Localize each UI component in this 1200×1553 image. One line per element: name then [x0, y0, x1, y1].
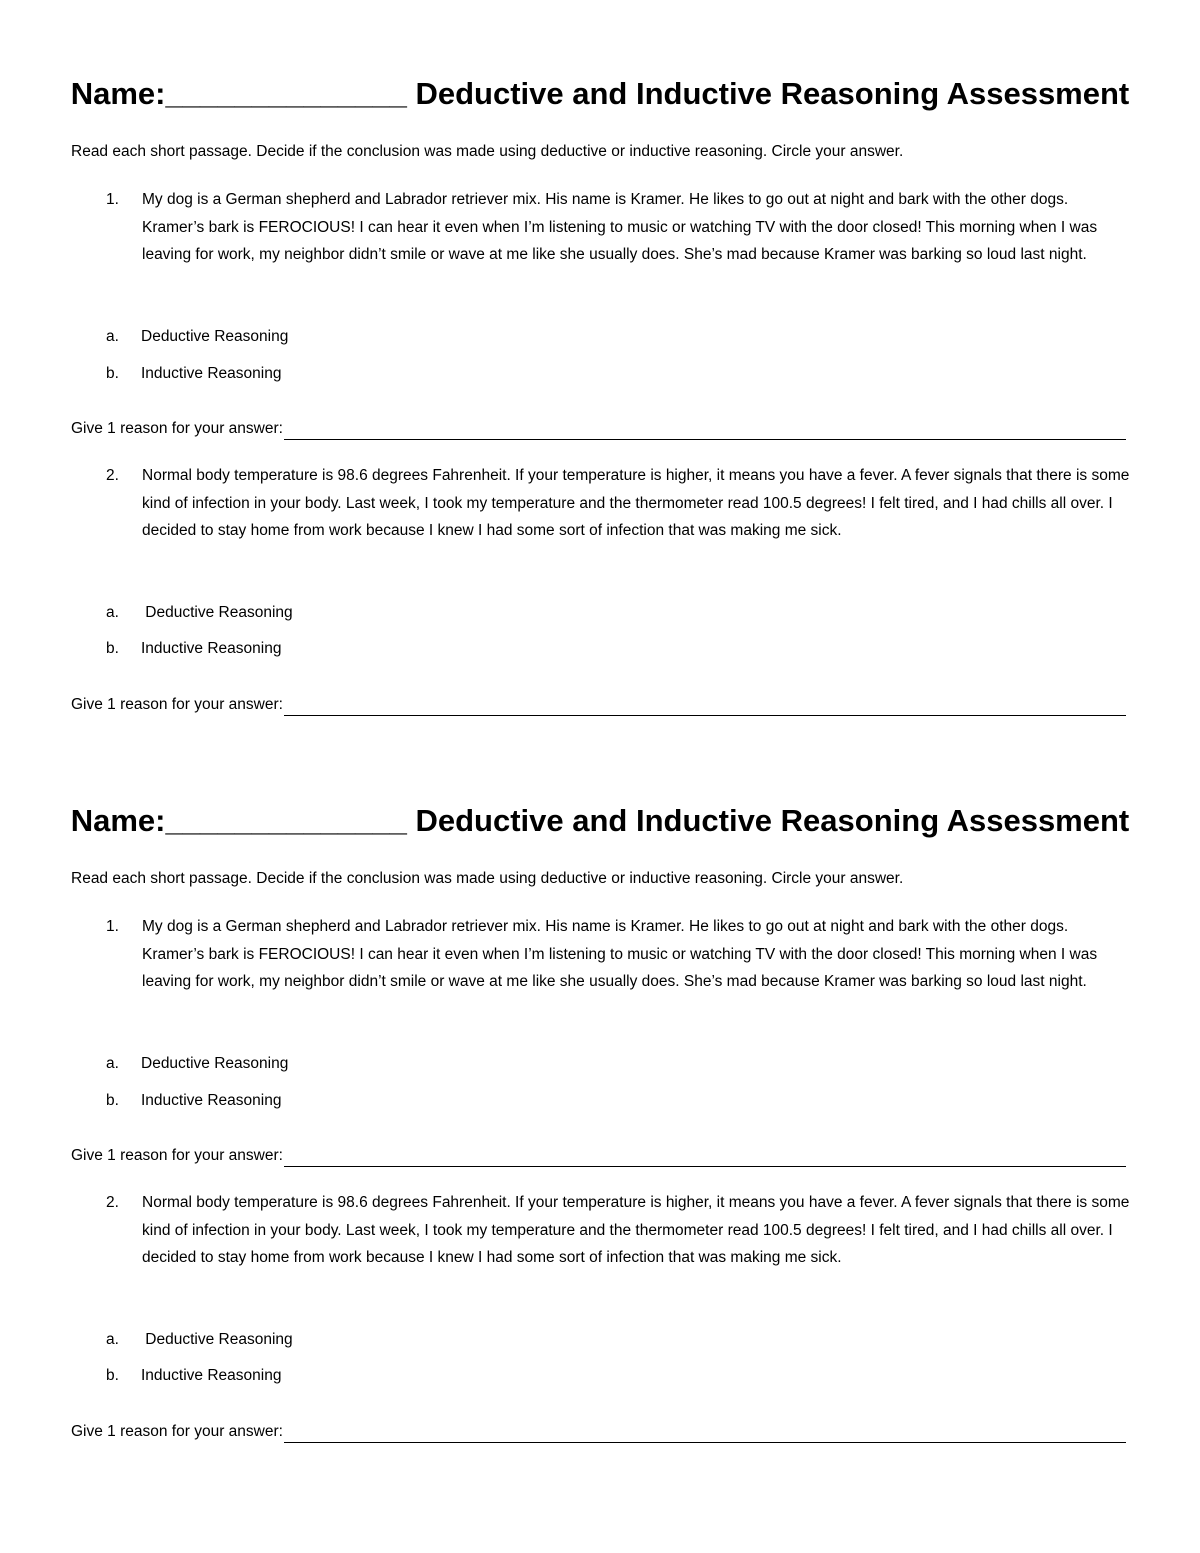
option-letter: a. [106, 328, 119, 345]
option-letter: a. [106, 604, 119, 621]
question-passage: My dog is a German shepherd and Labrador retriever mix. His name is Kramer. He likes to go out at night and bark with the other dogs. Kramer’s bark is FEROCIOUS! I can hear it even when I’m listening to music or watching TV with the door closed! This morning when I was leaving for work, my neighbor didn’t smile or wave at me like she usually does. She’s mad because Kramer was barking so loud last night. [142, 918, 1098, 990]
option-inductive[interactable] [106, 363, 281, 385]
option-label: Deductive Reasoning [141, 328, 289, 345]
option-letter: a. [106, 1331, 119, 1348]
answer-line[interactable] [284, 422, 1126, 440]
question-number: 1. [106, 918, 119, 935]
question-number: 1. [106, 191, 119, 208]
option-letter: b. [106, 640, 119, 657]
option-deductive[interactable] [106, 326, 288, 348]
option-letter: b. [106, 1367, 119, 1384]
reason-answer-field[interactable] [71, 1421, 1126, 1443]
instructions: Read each short passage. Decide if the conclusion was made using deductive or inductive reasoning. Circle your answer. [71, 143, 904, 160]
option-label: Deductive Reasoning [141, 1055, 289, 1072]
option-label: Deductive Reasoning [141, 1331, 293, 1348]
question-passage: Normal body temperature is 98.6 degrees Fahrenheit. If your temperature is higher, it means you have a fever. A fever signals that there is some kind of infection in your body. Last week, I took my temperature and the thermometer read 100.5 degrees! I felt tired, and I had chills all over. I decided to stay home from work because I knew I had some sort of infection that was making me sick. [142, 467, 1130, 539]
option-deductive[interactable] [106, 1329, 293, 1351]
answer-line[interactable] [284, 1149, 1126, 1167]
option-inductive[interactable] [106, 1090, 281, 1112]
reason-prompt: Give 1 reason for your answer: [71, 1423, 283, 1440]
option-letter: a. [106, 1055, 119, 1072]
reason-answer-field[interactable] [71, 1145, 1126, 1167]
question-passage: My dog is a German shepherd and Labrador retriever mix. His name is Kramer. He likes to go out at night and bark with the other dogs. Kramer’s bark is FEROCIOUS! I can hear it even when I’m listening to music or watching TV with the door closed! This morning when I was leaving for work, my neighbor didn’t smile or wave at me like she usually does. She’s mad because Kramer was barking so loud last night. [142, 191, 1098, 263]
option-inductive[interactable] [106, 638, 281, 660]
worksheet-top [0, 0, 1200, 713]
reason-answer-field[interactable] [71, 694, 1126, 716]
question-number: 2. [106, 467, 119, 484]
reason-answer-field[interactable] [71, 418, 1126, 440]
instructions: Read each short passage. Decide if the conclusion was made using deductive or inductive reasoning. Circle your answer. [71, 870, 904, 887]
worksheet-title: Name:______________ Deductive and Inductive Reasoning Assessment [70, 76, 1130, 111]
option-label: Inductive Reasoning [141, 640, 282, 657]
option-deductive[interactable] [106, 602, 293, 624]
answer-line[interactable] [284, 698, 1126, 716]
worksheet-bottom [0, 727, 1200, 1440]
option-label: Deductive Reasoning [141, 604, 293, 621]
worksheet-title: Name:______________ Deductive and Inductive Reasoning Assessment [70, 803, 1130, 838]
option-letter: b. [106, 365, 119, 382]
reason-prompt: Give 1 reason for your answer: [71, 1147, 283, 1164]
option-label: Inductive Reasoning [141, 1367, 282, 1384]
option-letter: b. [106, 1092, 119, 1109]
reason-prompt: Give 1 reason for your answer: [71, 696, 283, 713]
option-label: Inductive Reasoning [141, 365, 282, 382]
option-label: Inductive Reasoning [141, 1092, 282, 1109]
reason-prompt: Give 1 reason for your answer: [71, 420, 283, 437]
answer-line[interactable] [284, 1425, 1126, 1443]
option-inductive[interactable] [106, 1365, 281, 1387]
question-passage: Normal body temperature is 98.6 degrees Fahrenheit. If your temperature is higher, it means you have a fever. A fever signals that there is some kind of infection in your body. Last week, I took my temperature and the thermometer read 100.5 degrees! I felt tired, and I had chills all over. I decided to stay home from work because I knew I had some sort of infection that was making me sick. [142, 1194, 1130, 1266]
option-deductive[interactable] [106, 1053, 288, 1075]
question-number: 2. [106, 1194, 119, 1211]
